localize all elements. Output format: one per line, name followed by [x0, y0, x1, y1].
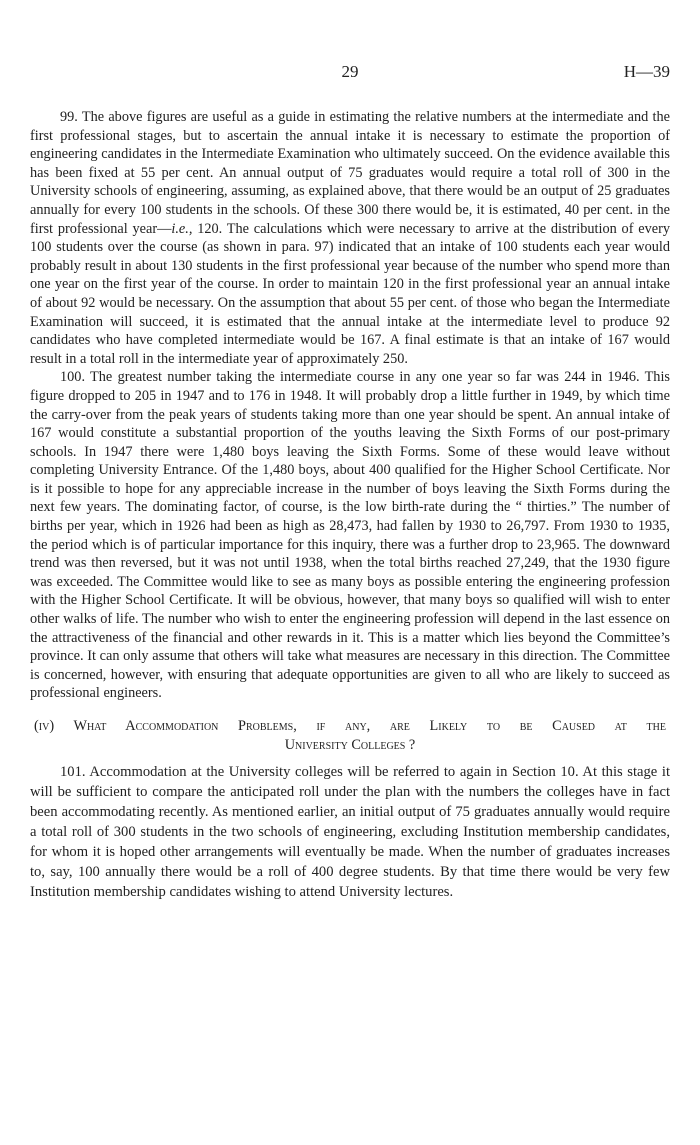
page-number: 29: [341, 62, 359, 81]
paragraph-99: [30, 108, 670, 368]
section-heading: [30, 717, 670, 754]
document-reference: H—39: [623, 62, 670, 81]
paragraph-101: 101. Accommodation at the University colleges will be referred to again in Section 10. At this stage it will be sufficient to compare the anticipated roll under the plan with the numbers the colleges have in fact been accommodating recently. As mentioned earlier, an initial output of 75 graduates annually would require a total roll of 300 students in the two schools of engineering, excluding Institution membership candidates, for whom it is hoped other arrangements will eventually be made. When the number of graduates increases to, say, 100 annually there would be a roll of 400 degree students. By that time there would be very few Institution membership candidates wishing to attend University lectures.: [30, 764, 670, 901]
body-text: [30, 108, 670, 902]
paragraph-99-rest: 120. The calculations which were necessary to arrive at the distribution of every 100 students over the course (as shown in para. 97) indicated that an intake of 100 students each year would probably result in about 130 students in the first professional year because of the number who spend more than one year on the first year of the course. In order to maintain 120 in the first professional year an annual intake of about 92 would be necessary. On the assumption that about 55 per cent. of those who began the Intermediate Examination will succeed, it is estimated that the annual intake at the intermediate level to produce 92 candidates who have completed intermediate would be 167. A final estimate is that an intake of 167 would result in a total roll in the intermediate year of approximately 250.: [30, 220, 670, 367]
section-heading-line-2: University Colleges ?: [284, 736, 416, 753]
section-heading-line-1: (iv) What Accommodation Problems, if any, are Likely to be Caused at the: [34, 718, 666, 734]
paragraph-100: 100. The greatest number taking the intermediate course in any one year so far was 244 in 1946. This figure dropped to 205 in 1947 and to 176 in 1948. It will probably drop a little further in 1949, by which time the carry-over from the peak years of students taking more than one year should be spent. An annual intake of 167 would constitute a substantial proportion of the youths leaving the Sixth Forms of our post-primary schools. In 1947 there were 1,480 boys leaving the Sixth Forms. Some of these would leave without completing University Entrance. Of the 1,480 boys, about 400 qualified for the Higher School Certificate. Nor is it possible to hope for any appreciable increase in the number of boys leaving the Sixth Forms during the next few years. The dominating factor, of course, is the low birth-rate during the “ thirties.” The number of births per year, which in 1926 had been as high as 28,473, had fallen by 1930 to 26,797. From 1930 to 1935, the period which is of particular importance for this inquiry, there was a further drop to 23,965. The downward trend was then reversed, but it was not until 1938, when the total births reached 27,249, that the 1930 figure was exceeded. The Committee would like to see as many boys as possible entering the engineering profession with the Higher School Certificate. It will be obvious, however, that many boys so qualified will wish to enter other walks of life. The number who wish to enter the engineering profession will depend in the last essence on the attractiveness of the financial and other rewards in it. This is a matter which lies beyond the Committee’s province. It can only assume that others will take what measures are necessary in this direction. The Committee is concerned, however, with ensuring that adequate opportunities are given to all who are likely to succeed as professional engineers.: [30, 369, 670, 702]
page-header: [0, 62, 700, 86]
paragraph-99-text: 99. The above figures are useful as a guide in estimating the relative numbers at the intermediate and the first professional stages, but to ascertain the annual intake it is necessary to estimate the proportion of engineering candidates in the Intermediate Examination who ultimately succeed. On the evidence available this has been fixed at 55 per cent. An annual output of 75 graduates would require a total roll of 300 in the University schools of engineering, assuming, as explained above, that there would be an output of 25 graduates annually for every 100 students in the schools. Of these 300 there would be, it is estimated, 40 per cent. in the first professional year—: [30, 109, 670, 237]
paragraph-99-italic: i.e.,: [171, 220, 193, 237]
